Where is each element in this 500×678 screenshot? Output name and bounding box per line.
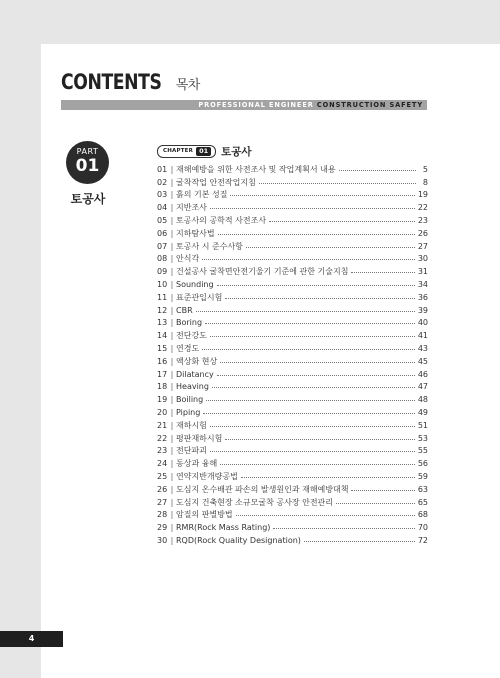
toc-entry-number: 14 xyxy=(157,331,168,341)
toc-entry-separator: | xyxy=(170,395,174,405)
toc-entry-number: 11 xyxy=(157,292,168,302)
toc-entry-page: 49 xyxy=(417,408,428,418)
toc-entry-number: 23 xyxy=(157,446,168,456)
toc-entry-number: 05 xyxy=(157,216,168,226)
toc-entry-number: 22 xyxy=(157,433,168,443)
toc-entry-separator: | xyxy=(170,190,174,200)
toc-dot-leader xyxy=(230,195,414,196)
toc-entry-page: 46 xyxy=(417,369,428,379)
toc-entry-page: 27 xyxy=(417,241,428,251)
toc-entry[interactable] xyxy=(157,189,428,202)
toc-dot-leader xyxy=(202,349,415,350)
toc-entry-page: 39 xyxy=(417,305,428,315)
toc-entry[interactable] xyxy=(157,342,428,355)
banner-text xyxy=(198,100,423,110)
toc-entry-title: Piping xyxy=(176,408,201,418)
toc-entry-number: 19 xyxy=(157,395,168,405)
toc-entry-title: 재하시험 xyxy=(176,420,207,430)
toc-dot-leader xyxy=(304,541,415,542)
footer-band xyxy=(0,631,500,647)
toc-entry[interactable] xyxy=(157,432,428,445)
toc-dot-leader xyxy=(351,490,414,491)
toc-entry-title: 흙의 기본 성질 xyxy=(176,190,228,200)
toc-entry-page: 55 xyxy=(417,446,428,456)
toc-entry-separator: | xyxy=(170,228,174,238)
page-title xyxy=(61,70,200,94)
toc-entry-separator: | xyxy=(170,497,174,507)
toc-entry-page: 40 xyxy=(417,318,428,328)
toc-entry[interactable] xyxy=(157,470,428,483)
toc-entry[interactable] xyxy=(157,496,428,509)
toc-dot-leader xyxy=(210,336,415,337)
toc-entry-number: 30 xyxy=(157,536,168,545)
toc-dot-leader xyxy=(210,451,415,452)
toc-entry-number: 24 xyxy=(157,459,168,469)
toc-entry[interactable] xyxy=(157,406,428,419)
toc-entry-page: 59 xyxy=(417,472,428,482)
toc-dot-leader xyxy=(210,208,415,209)
toc-entry-title: 동상과 융해 xyxy=(176,459,218,469)
toc-entry-number: 04 xyxy=(157,203,168,213)
banner-text-part1: PROFESSIONAL ENGINEER xyxy=(198,101,314,109)
toc-entry-separator: | xyxy=(170,536,174,545)
toc-entry-separator: | xyxy=(170,241,174,251)
toc-entry[interactable] xyxy=(157,329,428,342)
toc-entry-title: 안식각 xyxy=(176,254,200,264)
toc-entry[interactable] xyxy=(157,509,428,522)
toc-dot-leader xyxy=(218,234,415,235)
toc-entry-number: 10 xyxy=(157,280,168,290)
toc-entry-title: 도심지 온수배관 파손의 발생원인과 재해예방대책 xyxy=(176,484,349,494)
toc-entry-title: 토공사 시 준수사항 xyxy=(176,241,243,251)
chapter-title: 토공사 xyxy=(221,145,252,158)
toc-entry[interactable] xyxy=(157,368,428,381)
toc-entry-separator: | xyxy=(170,164,174,174)
toc-entry-title: Dilatancy xyxy=(176,369,214,379)
toc-entry-title: 지반조사 xyxy=(176,203,207,213)
toc-entry-number: 16 xyxy=(157,356,168,366)
toc-entry[interactable] xyxy=(157,163,428,176)
toc-entry-separator: | xyxy=(170,254,174,264)
toc-entry-title: 전단강도 xyxy=(176,331,207,341)
toc-entry-page: 56 xyxy=(417,459,428,469)
toc-entry-number: 25 xyxy=(157,472,168,482)
contents-page xyxy=(41,44,500,678)
toc-entry-title: 액상화 현상 xyxy=(176,356,218,366)
toc-entry-number: 06 xyxy=(157,228,168,238)
toc-entry-separator: | xyxy=(170,331,174,341)
toc-entry-page: 63 xyxy=(417,484,428,494)
toc-dot-leader xyxy=(217,285,415,286)
toc-entry[interactable] xyxy=(157,534,428,547)
toc-entry-page: 51 xyxy=(417,420,428,430)
toc-entry-number: 02 xyxy=(157,177,168,187)
toc-dot-leader xyxy=(202,259,415,260)
toc-entry-title: Boring xyxy=(176,318,203,328)
chapter-number: 01 xyxy=(196,147,211,156)
toc-entry-page: 45 xyxy=(417,356,428,366)
toc-entry[interactable] xyxy=(157,265,428,278)
toc-entry-title: 전단파괴 xyxy=(176,446,207,456)
toc-entry-title: 굴착작업 안전작업지침 xyxy=(176,177,256,187)
toc-dot-leader xyxy=(212,387,415,388)
toc-dot-leader xyxy=(225,439,414,440)
toc-entry-separator: | xyxy=(170,267,174,277)
banner-text-part2: CONSTRUCTION SAFETY xyxy=(316,101,423,109)
toc-entry-separator: | xyxy=(170,369,174,379)
chapter-badge xyxy=(157,145,216,158)
toc-dot-leader xyxy=(210,426,415,427)
toc-entry-separator: | xyxy=(170,203,174,213)
toc-entry-separator: | xyxy=(170,510,174,520)
toc-dot-leader xyxy=(241,477,415,478)
toc-entry-title: 암질의 판별방법 xyxy=(176,510,233,520)
toc-dot-leader xyxy=(246,247,415,248)
toc-dot-leader xyxy=(339,170,416,171)
toc-dot-leader xyxy=(269,221,415,222)
toc-entry-title: Boiling xyxy=(176,395,204,405)
toc-entry-number: 15 xyxy=(157,344,168,354)
toc-entry-page: 65 xyxy=(417,497,428,507)
toc-entry[interactable] xyxy=(157,227,428,240)
toc-entry[interactable] xyxy=(157,278,428,291)
toc-entry[interactable] xyxy=(157,483,428,496)
toc-entry-separator: | xyxy=(170,356,174,366)
toc-entry-number: 13 xyxy=(157,318,168,328)
toc-entry-separator: | xyxy=(170,446,174,456)
toc-dot-leader xyxy=(225,298,414,299)
toc-dot-leader xyxy=(205,323,415,324)
toc-entry-page: 23 xyxy=(417,216,428,226)
toc-entry[interactable] xyxy=(157,393,428,406)
toc-entry[interactable] xyxy=(157,291,428,304)
toc-entry-page: 47 xyxy=(417,382,428,392)
toc-entry-separator: | xyxy=(170,280,174,290)
toc-entry-page: 36 xyxy=(417,292,428,302)
toc-dot-leader xyxy=(351,272,414,273)
toc-entry-title: 재해예방을 위한 사전조사 및 작업계획서 내용 xyxy=(176,164,336,174)
page-number: 4 xyxy=(0,631,63,647)
toc-entry-page: 31 xyxy=(417,267,428,277)
toc-list xyxy=(157,163,428,547)
header-banner xyxy=(61,100,427,110)
toc-entry-number: 28 xyxy=(157,510,168,520)
toc-entry-separator: | xyxy=(170,318,174,328)
toc-entry-page: 53 xyxy=(417,433,428,443)
toc-entry-number: 27 xyxy=(157,497,168,507)
toc-entry[interactable] xyxy=(157,304,428,317)
toc-entry-number: 08 xyxy=(157,254,168,264)
toc-dot-leader xyxy=(273,528,414,529)
toc-entry-separator: | xyxy=(170,408,174,418)
toc-entry-title: 표준관입시험 xyxy=(176,292,223,302)
toc-entry[interactable] xyxy=(157,201,428,214)
toc-entry-separator: | xyxy=(170,292,174,302)
toc-entry-separator: | xyxy=(170,216,174,226)
toc-entry-number: 21 xyxy=(157,420,168,430)
toc-entry-title: 평판재하시험 xyxy=(176,433,223,443)
toc-entry-separator: | xyxy=(170,305,174,315)
toc-entry-page: 34 xyxy=(417,280,428,290)
toc-dot-leader xyxy=(259,183,416,184)
toc-entry-title: 도심지 건축현장 소규모굴착 공사장 안전관리 xyxy=(176,497,334,507)
toc-entry[interactable] xyxy=(157,445,428,458)
part-badge xyxy=(66,141,109,184)
toc-entry-page: 19 xyxy=(417,190,428,200)
chapter-header xyxy=(157,143,252,159)
toc-entry-page: 30 xyxy=(417,254,428,264)
toc-dot-leader xyxy=(196,311,415,312)
part-title: 토공사 xyxy=(70,192,106,206)
toc-entry-separator: | xyxy=(170,459,174,469)
toc-entry[interactable] xyxy=(157,419,428,432)
toc-entry-number: 07 xyxy=(157,241,168,251)
toc-entry-separator: | xyxy=(170,382,174,392)
toc-entry[interactable] xyxy=(157,381,428,394)
part-label: PART xyxy=(76,147,99,156)
toc-entry-number: 03 xyxy=(157,190,168,200)
toc-entry-title: RQD(Rock Quality Designation) xyxy=(176,536,301,545)
toc-entry-page: 68 xyxy=(417,510,428,520)
toc-entry-title: Heaving xyxy=(176,382,209,392)
toc-entry[interactable] xyxy=(157,240,428,253)
toc-entry-separator: | xyxy=(170,433,174,443)
toc-entry-title: 건설공사 굴착면안전기울기 기준에 관한 기술지침 xyxy=(176,267,349,277)
toc-entry-title: 토공사의 공학적 사전조사 xyxy=(176,216,267,226)
title-main: CONTENTS xyxy=(61,70,162,94)
toc-entry-number: 17 xyxy=(157,369,168,379)
toc-entry-separator: | xyxy=(170,177,174,187)
toc-entry-title: CBR xyxy=(176,305,193,315)
toc-entry-number: 09 xyxy=(157,267,168,277)
toc-entry[interactable] xyxy=(157,521,428,534)
toc-entry[interactable] xyxy=(157,253,428,266)
toc-entry-separator: | xyxy=(170,472,174,482)
toc-entry-number: 20 xyxy=(157,408,168,418)
toc-entry-number: 26 xyxy=(157,484,168,494)
toc-dot-leader xyxy=(220,362,415,363)
toc-entry-page: 5 xyxy=(422,164,428,174)
toc-dot-leader xyxy=(206,400,415,401)
toc-entry[interactable] xyxy=(157,355,428,368)
toc-entry[interactable] xyxy=(157,317,428,330)
toc-entry-page: 8 xyxy=(422,177,428,187)
toc-dot-leader xyxy=(217,375,415,376)
toc-entry-page: 70 xyxy=(417,523,428,533)
toc-dot-leader xyxy=(203,413,414,414)
toc-entry-title: Sounding xyxy=(176,280,214,290)
toc-entry-page: 48 xyxy=(417,395,428,405)
toc-entry-separator: | xyxy=(170,344,174,354)
toc-entry-page: 22 xyxy=(417,203,428,213)
toc-entry-page: 43 xyxy=(417,344,428,354)
toc-entry-title: RMR(Rock Mass Rating) xyxy=(176,523,271,533)
toc-entry-number: 12 xyxy=(157,305,168,315)
title-sub: 목차 xyxy=(175,78,200,93)
toc-entry-number: 29 xyxy=(157,523,168,533)
toc-entry-number: 18 xyxy=(157,382,168,392)
toc-dot-leader xyxy=(236,515,415,516)
toc-entry-number: 01 xyxy=(157,164,168,174)
toc-entry[interactable] xyxy=(157,214,428,227)
part-number: 01 xyxy=(75,156,100,176)
toc-entry-page: 26 xyxy=(417,228,428,238)
toc-entry-separator: | xyxy=(170,484,174,494)
toc-entry-separator: | xyxy=(170,523,174,533)
toc-dot-leader xyxy=(220,464,415,465)
chapter-label: CHAPTER xyxy=(163,148,194,154)
toc-entry-page: 72 xyxy=(417,536,428,545)
toc-entry[interactable] xyxy=(157,457,428,470)
toc-entry-title: 지하탐사법 xyxy=(176,228,215,238)
toc-entry-separator: | xyxy=(170,420,174,430)
toc-entry[interactable] xyxy=(157,176,428,189)
toc-entry-page: 41 xyxy=(417,331,428,341)
toc-dot-leader xyxy=(336,503,415,504)
toc-entry-title: 연경도 xyxy=(176,344,200,354)
toc-entry-title: 연약지반개량공법 xyxy=(176,472,238,482)
